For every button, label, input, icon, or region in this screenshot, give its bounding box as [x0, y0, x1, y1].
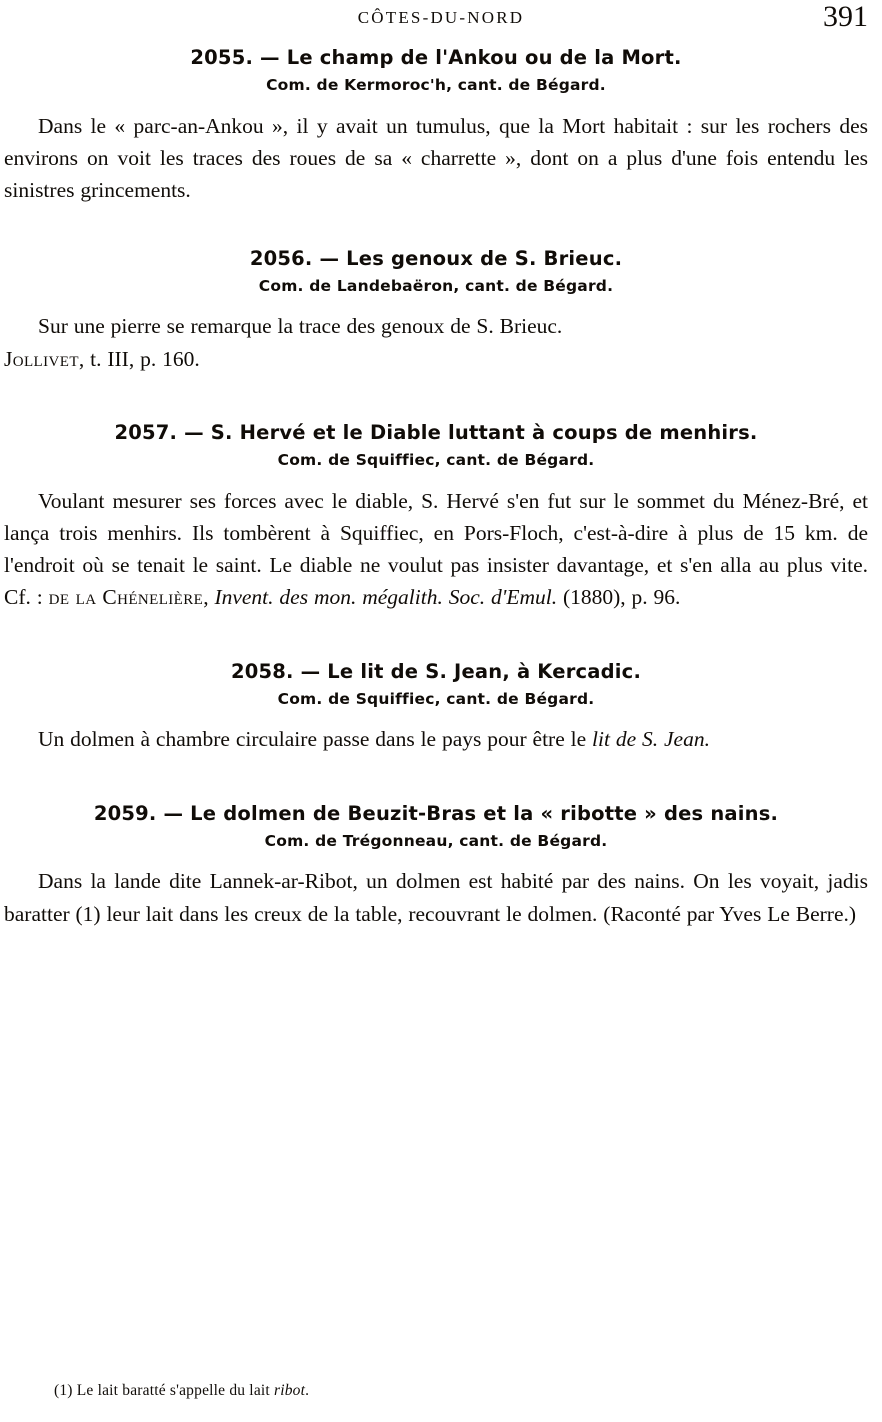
entry-subtitle: Com. de Squiffiec, cant. de Bégard.: [277, 689, 595, 708]
entry-body: Dans le « parc-an-Ankou », il y avait un tumulus, que la Mort habitait : sur les rochers des environs on voit les traces des roues de sa « charrette », dont on a plus d'une fois entendu les sinistres grincements.: [4, 113, 868, 203]
entry-subtitle: Com. de Trégonneau, cant. de Bégard.: [264, 831, 608, 850]
footnote-emphasis: ribot: [273, 1382, 306, 1399]
entry-body: [4, 723, 868, 755]
entry-source-reference: , t. III, p. 160.: [78, 346, 200, 371]
footnote-tail: .: [305, 1382, 310, 1399]
entry-body-text: Voulant mesurer ses forces avec le diable, S. Hervé s'en fut sur le sommet du Ménez-Bré, et lança trois menhirs. Ils tombèrent à Squiffiec, en Pors-Floch, c'est-à-dire à plus de 15 km. de l'endroit où se tenait le saint. Le diable ne voulut pas insister davantage, et s'en alla au plus vite. Cf. :: [4, 488, 868, 610]
spacer: [4, 207, 868, 247]
footnote-text: (1) Le lait baratté s'appelle du lait: [54, 1382, 274, 1399]
page-content: [0, 46, 882, 930]
entry-2059: [4, 802, 868, 930]
entry-subtitle: Com. de Landebaëron, cant. de Bégard.: [258, 276, 614, 295]
entry-subtitle: Com. de Squiffiec, cant. de Bégard.: [277, 451, 595, 470]
entry-2056: [4, 247, 868, 375]
entry-body-emphasis: lit de S. Jean.: [592, 727, 710, 752]
entry-source-comma: ,: [203, 585, 209, 610]
page-number: 391: [823, 0, 868, 33]
spacer: [4, 375, 868, 421]
entry-title: 2055. — Le champ de l'Ankou ou de la Mort.: [190, 46, 682, 69]
entry-subtitle: Com. de Kermoroc'h, cant. de Bégard.: [266, 76, 606, 95]
spacer: [4, 756, 868, 802]
entry-body: Dans la lande dite Lannek-ar-Ribot, un dolmen est habité par des nains. On les voyait, jadis baratter (1) leur lait dans les creux de la table, recouvrant le dolmen. (Raconté par Yves Le Berre.): [4, 869, 868, 926]
entry-title: 2058. — Le lit de S. Jean, à Kercadic.: [230, 659, 642, 683]
page-header: [0, 0, 882, 46]
entry-source-author: Jollivet: [4, 346, 79, 371]
footnote: [54, 1382, 309, 1400]
entry-2055: [4, 46, 868, 207]
entry-body: [4, 310, 868, 375]
entry-title: 2057. — S. Hervé et le Diable luttant à coups de menhirs.: [114, 420, 758, 444]
entry-2058: [4, 660, 868, 756]
entry-title: 2056. — Les genoux de S. Brieuc.: [249, 246, 623, 270]
entry-source-work: Invent. des mon. mégalith. Soc. d'Emul.: [214, 585, 558, 610]
spacer: [4, 614, 868, 660]
entry-source-author: Chénelière: [102, 585, 204, 610]
entry-body-text: Sur une pierre se remarque la trace des genoux de S. Brieuc.: [38, 314, 563, 339]
entry-title: 2059. — Le dolmen de Beuzit-Bras et la « ribotte » des nains.: [93, 801, 779, 825]
entry-source-particle: de la: [48, 585, 97, 610]
entry-body-text: Un dolmen à chambre circulaire passe dans le pays pour être le: [38, 727, 593, 752]
entry-source-reference: (1880), p. 96.: [557, 585, 681, 610]
entry-2057: [4, 421, 868, 614]
running-head-title: CÔTES-DU-NORD: [357, 8, 525, 27]
entry-body: [4, 485, 868, 614]
